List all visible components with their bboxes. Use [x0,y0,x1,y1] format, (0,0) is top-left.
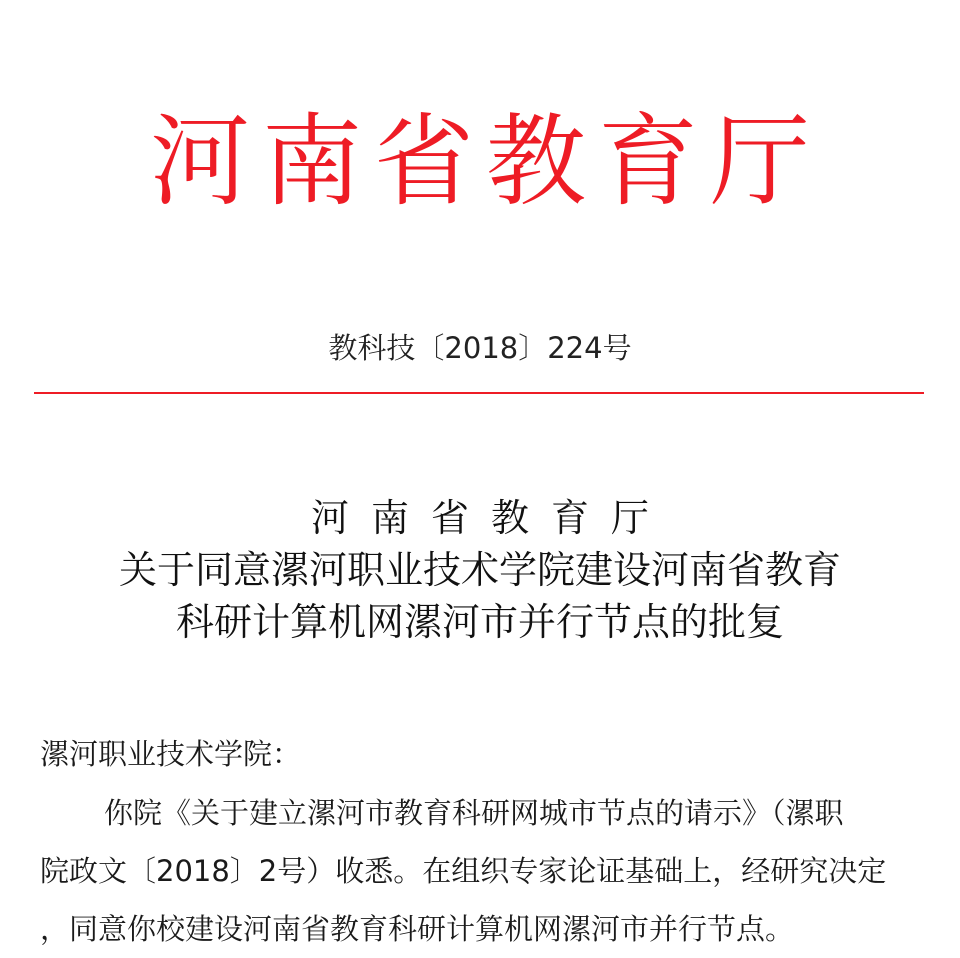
addressee: 漯河职业技术学院： [40,737,302,771]
title-line-issuer: 河南省教育厅 [310,496,671,540]
body-line-2: 院政文〔2018〕2号）收悉。在组织专家论证基础上，经研究决定 [40,854,887,888]
red-divider-line [34,392,924,394]
title-line-subject-1: 关于同意漯河职业技术学院建设河南省教育 [118,548,841,592]
document-title [0,492,960,648]
issuer-header: 河南省教育厅 [150,103,822,220]
body-line-3: ，同意你校建设河南省教育科研计算机网漯河市并行节点。 [40,912,795,946]
body-line-1: 你院《关于建立漯河市教育科研网城市节点的请示》（漯职 [104,796,844,830]
document-number: 教科技〔2018〕224号 [328,331,632,365]
title-line-subject-2: 科研计算机网漯河市并行节点的批复 [175,600,784,644]
